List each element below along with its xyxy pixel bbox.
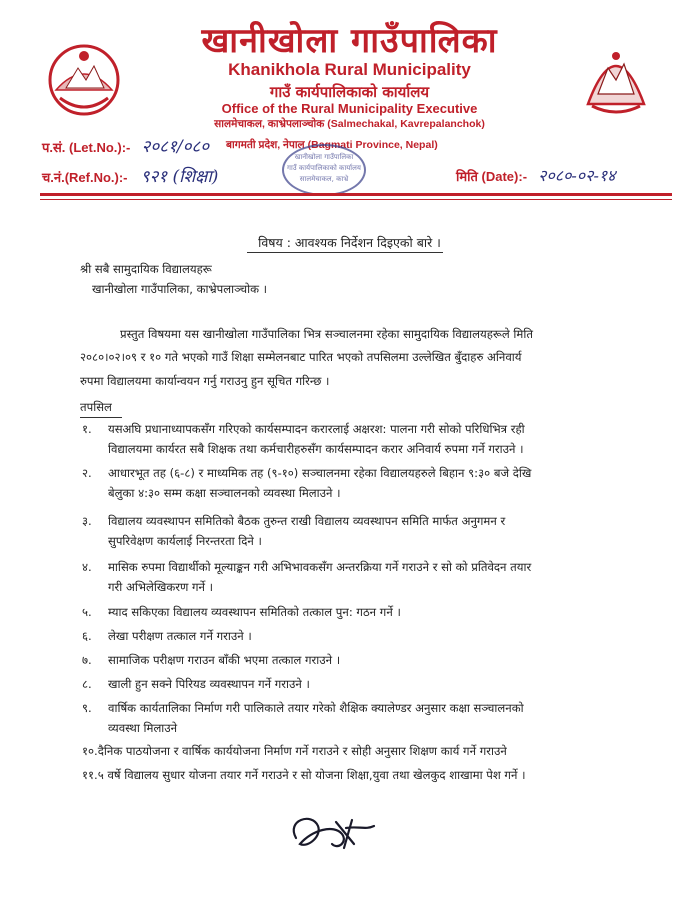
item-number: ३. <box>82 514 92 528</box>
refno-row <box>42 164 218 187</box>
paragraph-line3: रुपमा विद्यालयमा कार्यान्वयन गर्नु गराउनु हुन सूचित गरिन्छ । <box>80 374 330 388</box>
date-row <box>456 164 616 186</box>
header-office-en: Office of the Rural Municipality Executive <box>221 101 478 116</box>
header-address <box>0 117 699 131</box>
item-number: २. <box>82 466 92 480</box>
header-rule-thin <box>40 199 672 200</box>
item-number: ८. <box>82 677 92 691</box>
item-text: सामाजिक परीक्षण गराउन बाँकी भएमा तत्काल गराउने । <box>108 653 341 667</box>
item-text: मासिक रुपमा विद्यार्थीको मूल्याङ्कन गरी अभिभावकसँग अन्तरक्रिया गर्ने गराउने र सो को प्रतिवेदन तयार <box>108 560 532 574</box>
stamp-line2: गाउँ कार्यपालिकाको कार्यालय <box>287 164 361 172</box>
list-item <box>82 650 662 670</box>
item-text: सुपरिवेक्षण कार्यलाई निरन्तरता दिने । <box>108 534 262 548</box>
item-text: बेलुका ४:३० सम्म कक्षा सञ्चालनको व्यवस्था मिलाउने । <box>108 486 341 500</box>
list-item-11: ११.५ वर्षे विद्यालय सुधार योजना तयार गर्ने गराउने र सो योजना शिक्षा,युवा तथा खेलकुद शाखामा पेश गर्ने । <box>82 768 526 782</box>
date-label: मिति (Date):- <box>456 169 528 184</box>
stamp-line3: सालमेचाकल, काभ्रे <box>299 175 349 183</box>
paragraph-line1: प्रस्तुत विषयमा यस खानीखोला गाउँपालिका भित्र सञ्चालनमा रहेका सामुदायिक विद्यालयहरूले मिति <box>120 327 533 341</box>
list-item <box>82 674 662 694</box>
item-text: विद्यालयमा कार्यरत सबै शिक्षक तथा कर्मचारीहरुसँग कार्यसम्पादन करार अनिवार्य रुपमा गर्ने गराउने । <box>108 442 524 456</box>
province-en: (Bagmati Province, Nepal) <box>307 139 438 151</box>
item-number: १. <box>82 422 92 436</box>
item-text: म्याद सकिएका विद्यालय व्यवस्थापन समितिको तत्काल पुन: गठन गर्ने । <box>108 605 401 619</box>
item-text: लेखा परीक्षण तत्काल गर्ने गराउने । <box>108 629 252 643</box>
list-item <box>82 602 662 622</box>
item-number: ४. <box>82 560 92 574</box>
item-number: ७. <box>82 653 92 667</box>
list-item <box>82 557 662 597</box>
item-text: आधारभूत तह (६-८) र माध्यमिक तह (९-१०) सञ्चालनमा रहेका विद्यालयहरुले बिहान ९:३० बजे देखि <box>108 466 532 480</box>
list-item <box>82 626 662 646</box>
item-number: ५. <box>82 605 92 619</box>
item-text: व्यवस्था मिलाउने <box>108 721 178 735</box>
letno-value: २०८१/०८० <box>141 137 210 157</box>
letno-label: प.सं. (Let.No.):- <box>42 140 131 155</box>
refno-value: ९२१ (शिक्षा) <box>140 167 219 187</box>
letno-row <box>42 134 209 157</box>
subject: विषय : आवश्यक निर्देशन दिइएको बारे । <box>258 235 441 250</box>
list-item <box>82 511 662 551</box>
item-number: ९. <box>82 701 92 715</box>
header-title-np: खानीखोला गाउँपालिका <box>201 21 498 61</box>
header-office-np: गाउँ कार्यपालिकाको कार्यालय <box>269 83 430 101</box>
item-text: वार्षिक कार्यतालिका निर्माण गरी पालिकाले तयार गरेको शैक्षिक क्यालेण्डर अनुसार कक्षा सञ्चालनको <box>108 701 524 715</box>
stamp-line1: खानीखोला गाउँपालिका <box>294 153 354 161</box>
tapsil-underline <box>80 417 122 418</box>
address-en: (Salmechakal, Kavrepalanchok) <box>327 118 485 130</box>
list-item <box>82 698 662 738</box>
header-rule-thick <box>40 193 672 196</box>
addressee-line2: खानीखोला गाउँपालिका, काभ्रेपलाञ्चोक । <box>92 282 268 296</box>
list-item <box>82 463 662 503</box>
item-text: विद्यालय व्यवस्थापन समितिको बैठक तुरुन्त राखी विद्यालय व्यवस्थापन समिति मार्फत अनुगमन र <box>108 514 506 528</box>
header-title-en: Khanikhola Rural Municipality <box>228 60 471 79</box>
paragraph-line2: २०८०।०२।०९ र १० गते भएको गाउँ शिक्षा सम्मेलनबाट पारित भएको तपसिलमा उल्लेखित बुँदाहरु अनिवार्य <box>80 350 522 364</box>
refno-label: च.नं.(Ref.No.):- <box>42 170 128 185</box>
item-number: ६. <box>82 629 92 643</box>
list-item <box>82 419 662 459</box>
subject-underline <box>247 252 443 253</box>
signature-icon <box>282 804 392 864</box>
tapsil-label: तपसिल <box>80 400 112 414</box>
list-item-10: १०.दैनिक पाठयोजना र वार्षिक कार्ययोजना निर्माण गर्ने गराउने र सोही अनुसार शिक्षण कार्य गर्ने गराउने <box>82 744 507 758</box>
item-text: यसअघि प्रधानाध्यापकसँग गरिएको कार्यसम्पादन करारलाई अक्षरश: पालना गरी सोको परिधिभित्र रही <box>108 422 525 436</box>
item-text: गरी अभिलेखिकरण गर्ने । <box>108 580 214 594</box>
item-text: खाली हुन सक्ने पिरियड व्यवस्थापन गर्ने गराउने । <box>108 677 310 691</box>
office-stamp <box>282 144 366 196</box>
addressee-line1: श्री सबै सामुदायिक विद्यालयहरू <box>80 262 212 276</box>
date-value: २०८०-०२-१४ <box>538 166 616 185</box>
address-np: सालमेचाकल, काभ्रेपलाञ्चोक <box>214 118 325 130</box>
province-np: बागमती प्रदेश, नेपाल <box>226 139 305 151</box>
